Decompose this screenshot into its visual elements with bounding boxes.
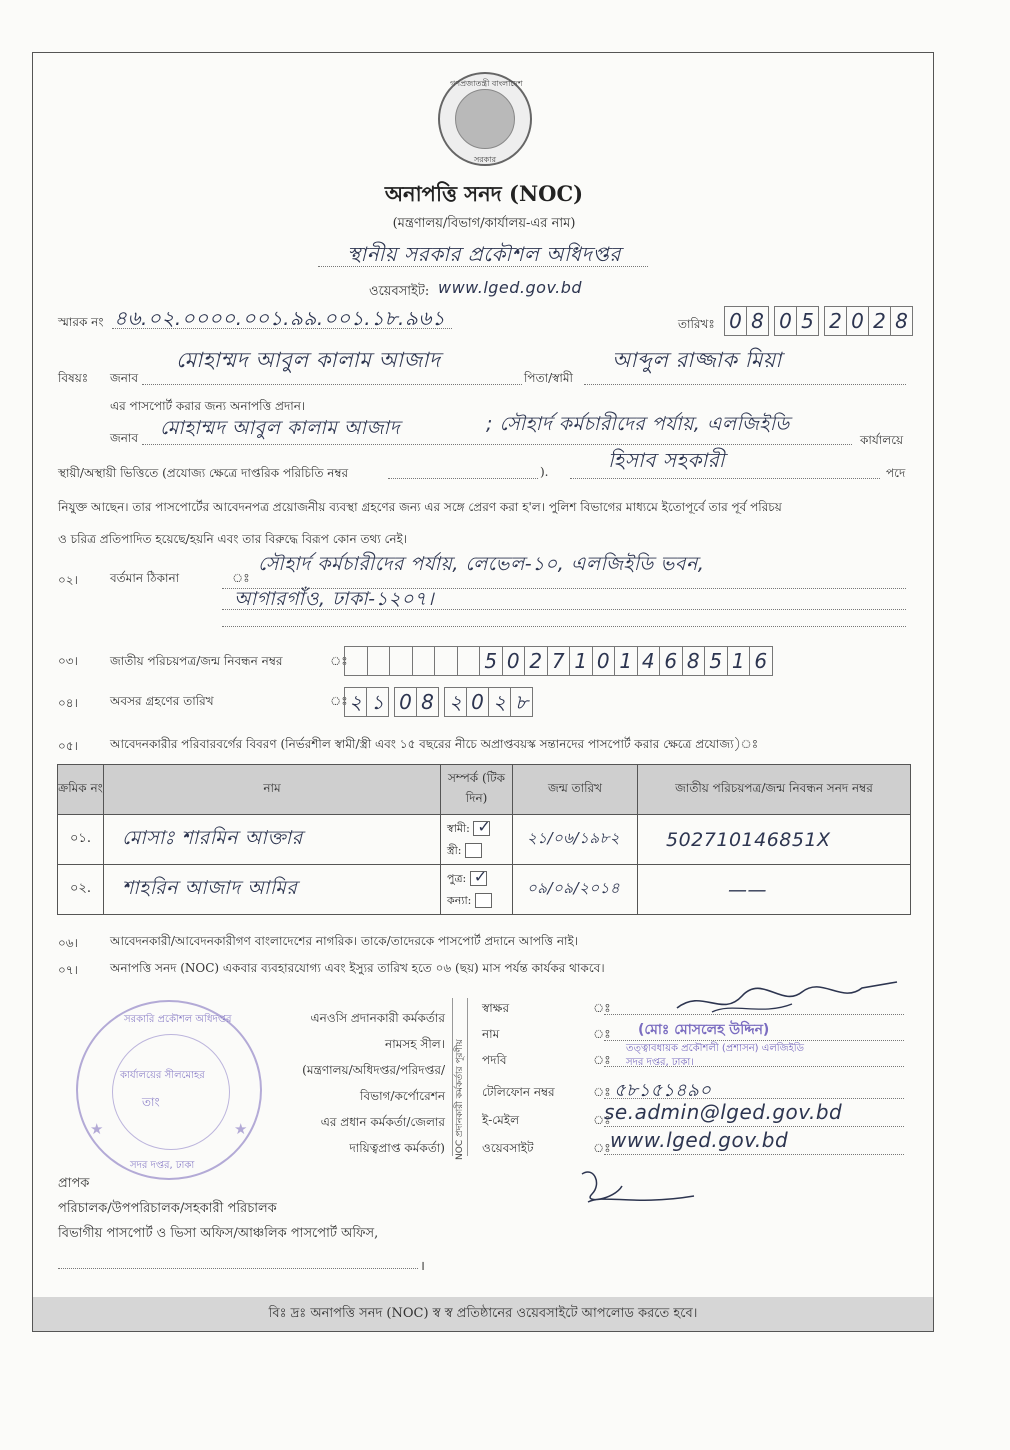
signatory-line: এনওসি প্রদানকারী কর্মকর্তার: [310, 1011, 445, 1025]
item-number: ০৩।: [58, 654, 78, 668]
colon: ঃ: [593, 1113, 611, 1127]
seal-text-bottom: সরকার: [474, 155, 497, 164]
officer-phone: ৫৮১৫১৪৯০: [614, 1080, 712, 1101]
dob-cell: ০৯/০৯/২০১৪: [513, 865, 638, 915]
colon: ঃ: [330, 694, 348, 708]
nid-digit: 8: [682, 646, 706, 676]
janab-label-2: জনাব: [110, 431, 139, 445]
signatory-line: বিভাগ/কর্পোরেশন: [360, 1089, 445, 1103]
item-number: ০২।: [58, 573, 78, 587]
footer-note: বিঃ দ্রঃ অনাপত্তি সনদ (NOC) স্ব স্ব প্রতিষ্ঠানের ওয়েবসাইটে আপলোড করতে হবে।: [33, 1297, 933, 1331]
relation-checkbox[interactable]: [473, 817, 491, 836]
field-label: স্বাক্ষর: [482, 1001, 510, 1015]
recipient-line-end: ।: [420, 1259, 425, 1274]
close-paren: ).: [540, 465, 549, 479]
name-cell: মোসাঃ শারমিন আক্তার: [104, 815, 441, 865]
check-mark-icon: ✓: [477, 817, 491, 836]
father-label: পিতা/স্বামী: [524, 371, 573, 385]
note-06: আবেদনকারী/আবেদনকারীগণ বাংলাদেশের নাগরিক। তাকে/তাদেরকে পাসপোর্ট প্রদানে আপত্তি নাই।: [110, 934, 579, 948]
date-digit: 8: [746, 306, 769, 336]
family-label: আবেদনকারীর পরিবারবর্গের বিবরণ (নির্ভরশীল স্বামী/স্ত্রী এবং ১৫ বছরের নীচে অপ্রাপ্তবয়স্ক সন্তানদের পাসপোর্ট করার ক্ষেত্রে প্রযোজ্য)ঃ: [110, 737, 759, 751]
colon: ঃ: [593, 1001, 611, 1015]
nid-digit: 1: [727, 646, 751, 676]
stamp-text-top: সরকারি প্রকৌশল অধিদপ্তর: [124, 1014, 232, 1025]
relation-checkbox[interactable]: [465, 843, 482, 858]
relation-label: স্বামী:: [447, 821, 470, 835]
nid-digit: 7: [547, 646, 571, 676]
nid-cell: 502710146851X: [638, 815, 911, 865]
nid-digit: [367, 646, 391, 676]
relation-label: কন্যা:: [447, 893, 472, 907]
date-digit: 2: [868, 306, 891, 336]
seal-text-top: গণপ্রজাতন্ত্রী বাংলাদেশ: [450, 79, 523, 88]
retire-digit: 8: [416, 687, 439, 717]
dob-cell: ২১/০৬/১৯৮২: [513, 815, 638, 865]
designation: হিসাব সহকারী: [608, 448, 725, 472]
nid-digit: [389, 646, 413, 676]
date-digit: 5: [796, 306, 819, 336]
star-icon: ★: [234, 1120, 248, 1138]
relation-label: স্ত্রী:: [447, 843, 462, 857]
nid-digit: 5: [479, 646, 503, 676]
permanent-text: স্থায়ী/অস্থায়ী ভিত্তিতে (প্রযোজ্য ক্ষেত্রে দাপ্তরিক পরিচিতি নম্বর: [58, 466, 349, 480]
name-cell: শাহরিন আজাদ আমির: [104, 865, 441, 915]
nid-cell: ——: [638, 865, 911, 915]
officer-name: (মোঃ মোসলেহ উদ্দিন): [638, 1022, 770, 1038]
field-label: পদবি: [482, 1053, 507, 1067]
date-digit: 2: [824, 306, 847, 336]
field-label: ই-মেইল: [482, 1113, 520, 1127]
nid-digit: [412, 646, 436, 676]
stamp-text-label: তাং: [142, 1095, 160, 1109]
item-number: ০৬।: [58, 936, 78, 950]
relation-cell: [441, 815, 513, 865]
nid-digit: [344, 646, 368, 676]
applicant-name: মোহাম্মদ আবুল কালাম আজাদ: [176, 348, 441, 372]
paragraph-1: নিযুক্ত আছেন। তার পাসপোর্টের আবেদনপত্র প্রয়োজনীয় ব্যবস্থা গ্রহণের জন্য এর সঙ্গে প্রেরণ করা হ'ল। পুলিশ বিভাগের মাধ্যমে ইতোপূর্বে তার পূর্ব পরিচয়: [58, 500, 782, 514]
nid-digit: [434, 646, 458, 676]
relation-checkbox[interactable]: [475, 893, 492, 908]
nid-digit: 5: [704, 646, 728, 676]
colon: ঃ: [232, 571, 250, 585]
stamp-text-bottom: সদর দপ্তর, ঢাকা: [130, 1160, 195, 1171]
check-mark-icon: ✓: [473, 867, 488, 886]
retire-digit: ৮: [510, 687, 533, 717]
date-digit: 0: [774, 306, 797, 336]
office-stamp: [76, 1000, 262, 1180]
website-value: www.lged.gov.bd: [438, 278, 583, 297]
memo-number: ৪৬.০২.০০০০.০০১.৯৯.০০১.১৮.৯৬১: [114, 306, 446, 330]
item-number: ০৪।: [58, 696, 78, 710]
purpose-text: এর পাসপোর্ট করার জন্য অনাপত্তি প্রদান।: [110, 399, 306, 413]
item-number: ০৫।: [58, 739, 78, 753]
office-suffix: কার্যালয়ে: [860, 433, 904, 447]
serial-cell: ০১.: [58, 815, 104, 865]
recipient-line-1: পরিচালক/উপপরিচালক/সহকারী পরিচালক: [58, 1201, 277, 1216]
memo-date-boxes: [724, 306, 912, 336]
address-line-2: আগারগাঁও, ঢাকা-১২০৭।: [234, 588, 435, 610]
retire-digit: ২: [488, 687, 511, 717]
signature-scribble: [672, 978, 902, 1022]
nid-digit-boxes: [344, 646, 772, 676]
column-header: জন্ম তারিখ: [513, 765, 638, 815]
relation-checkbox[interactable]: [470, 867, 488, 886]
nid-digit: 0: [592, 646, 616, 676]
family-table: [57, 764, 911, 915]
relation-cell: [441, 865, 513, 915]
colon: ঃ: [330, 654, 348, 668]
nid-digit: 4: [637, 646, 661, 676]
officer-website: www.lged.gov.bd: [610, 1128, 789, 1152]
nid-digit: 1: [614, 646, 638, 676]
recipient-label: প্রাপক: [58, 1176, 90, 1191]
nid-digit: [457, 646, 481, 676]
field-label: ওয়েবসাইট: [482, 1141, 534, 1155]
table-row: [58, 815, 911, 865]
nid-digit: 1: [569, 646, 593, 676]
seal-emblem-icon: [455, 89, 515, 149]
nid-digit: 2: [524, 646, 548, 676]
date-digit: 0: [724, 306, 747, 336]
paragraph-2: ও চরিত্র প্রতিপাদিত হয়েছে/হয়নি এবং তার বিরুদ্ধে বিরূপ কোন তথ্য নেই।: [58, 532, 408, 546]
retire-digit: ২: [444, 687, 467, 717]
colon: ঃ: [593, 1085, 611, 1099]
colon: ঃ: [593, 1027, 611, 1041]
officer-email: se.admin@lged.gov.bd: [604, 1100, 843, 1124]
date-label: তারিখঃ: [678, 317, 715, 331]
document-subtitle: (মন্ত্রণালয়/বিভাগ/কার্যালয়-এর নাম): [392, 216, 576, 231]
column-header: জাতীয় পরিচয়পত্র/জন্ম নিবন্ধন সনদ নম্বর: [638, 765, 911, 815]
office-name: স্থানীয় সরকার প্রকৌশল অধিদপ্তর: [347, 242, 621, 266]
retire-digit: 0: [394, 687, 417, 717]
retire-date-boxes: [344, 687, 532, 717]
retire-digit: ২: [344, 687, 367, 717]
date-digit: 8: [890, 306, 913, 336]
nid-label: জাতীয় পরিচয়পত্র/জন্ম নিবন্ধন নম্বর: [110, 654, 283, 668]
recipient-line-2: বিভাগীয় পাসপোর্ট ও ভিসা অফিস/আঞ্চলিক পাসপোর্ট অফিস,: [58, 1226, 379, 1241]
colon: ঃ: [593, 1141, 611, 1155]
father-name: আব্দুল রাজ্জাক মিয়া: [612, 348, 782, 372]
table-row: [58, 865, 911, 915]
initials-scribble: [574, 1164, 704, 1210]
officer-designation: তত্ত্বাবধায়ক প্রকৌশলী (প্রশাসন) এলজিইডি সদর দপ্তর, ঢাকা।: [626, 1043, 805, 1068]
column-header: সম্পর্ক (টিক দিন): [441, 765, 513, 815]
nid-digit: 6: [749, 646, 773, 676]
memo-label: স্মারক নং: [58, 315, 104, 329]
date-digit: 0: [846, 306, 869, 336]
address-label: বর্তমান ঠিকানা: [110, 571, 180, 585]
star-icon: ★: [90, 1120, 104, 1138]
column-header: ক্রমিক নং: [58, 765, 104, 815]
item-number: ০৭।: [58, 963, 78, 977]
signatory-line: দায়িত্বপ্রাপ্ত কর্মকর্তা): [349, 1141, 445, 1155]
janab-label: জনাব: [110, 371, 139, 385]
retire-label: অবসর গ্রহণের তারিখ: [110, 694, 214, 708]
address-line-1: সৌহার্দ কর্মচারীদের পর্যায়, লেভেল-১০, এলজিইডি ভবন,: [258, 553, 705, 575]
signatory-line: (মন্ত্রণালয়/অধিদপ্তর/পরিদপ্তর/: [302, 1063, 445, 1077]
government-seal: [438, 72, 532, 166]
column-header: নাম: [104, 765, 441, 815]
signatory-line: নামসহ সীল।: [385, 1037, 445, 1051]
note-07: অনাপত্তি সনদ (NOC) একবার ব্যবহারযোগ্য এবং ইস্যুর তারিখ হতে ০৬ (ছয়) মাস পর্যন্ত কার্যকর থাকবে।: [110, 961, 605, 975]
serial-cell: ০২.: [58, 865, 104, 915]
field-label: টেলিফোন নম্বর: [482, 1085, 555, 1099]
field-label: নাম: [482, 1027, 500, 1041]
subject-label: বিষয়ঃ: [58, 371, 89, 385]
designation-suffix: পদে: [886, 466, 906, 480]
office-handwritten: ; সৌহার্দ কর্মচারীদের পর্যায়, এলজিইডি: [486, 413, 790, 435]
nid-digit: 6: [659, 646, 683, 676]
stamp-text-mid: কার্যালয়ের সীলমোহর: [120, 1070, 205, 1081]
nid-digit: 0: [502, 646, 526, 676]
retire-digit: ১: [366, 687, 389, 717]
applicant-name-2: মোহাম্মদ আবুল কালাম আজাদ: [160, 417, 401, 439]
document-title: অনাপত্তি সনদ (NOC): [384, 181, 584, 206]
retire-digit: 0: [466, 687, 489, 717]
noc-vertical-text: NOC প্রদানকারী কর্মকর্তার পূরণীয়: [455, 1039, 465, 1160]
website-label: ওয়েবসাইট:: [369, 284, 430, 299]
colon: ঃ: [593, 1053, 611, 1067]
signatory-line: এর প্রধান কর্মকর্তা/জেলার: [320, 1115, 445, 1129]
relation-label: পুত্র:: [447, 871, 467, 885]
